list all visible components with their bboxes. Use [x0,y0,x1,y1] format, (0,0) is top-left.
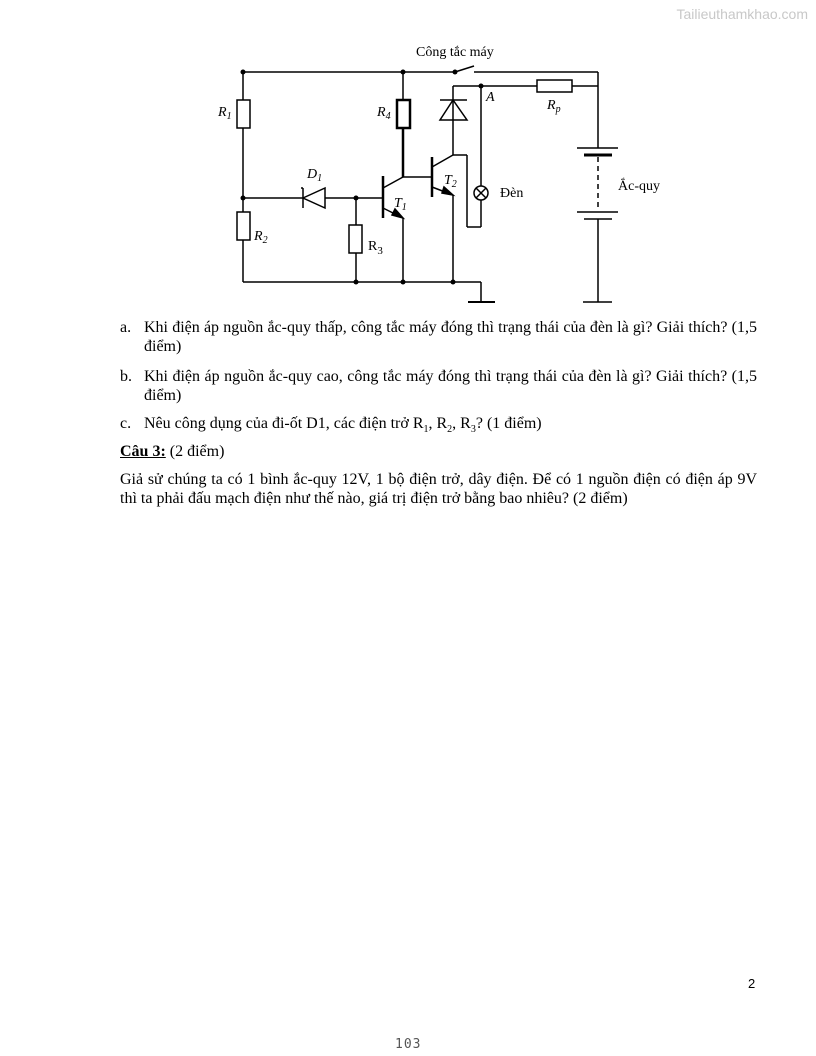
svg-text:T2: $T_2$ [444,173,457,190]
svg-text:R4: $R_4$ [377,105,391,122]
question-b: b. Khi điện áp nguồn ắc-quy cao, công tắc máy đóng thì trạng thái của đèn là gì? Giải thích? (1,5 điểm) [120,368,757,404]
diode-d1 [303,188,325,208]
resistor-r4 [397,100,410,128]
switch-lever [455,66,474,72]
svg-text:D1: $D_1$ [307,167,323,184]
resistor-rp [537,80,572,92]
label-battery: Ắc-quy [618,179,660,194]
label-node-a: A [486,90,495,105]
svg-text:Rp: $R_p$ [547,98,561,115]
page-number: 2 [748,976,756,991]
question-c: c. Nêu công dụng của đi-ốt D1, các điện trở $R_1$, $R_2$, $R_3$? (1 điểm) [120,415,542,436]
cau3-body: Giả sử chúng ta có 1 bình ắc-quy 12V, 1 bộ điện trở, dây điện. Để có 1 nguồn điện có điện áp 9V thì ta phải đấu mạch điện như thế nào, giá trị điện trở bằng bao nhiêu? (2 điểm) [120,471,757,507]
cau3-heading: Câu 3: (2 điểm) [120,443,225,460]
svg-text:R3: $R_3$ [368,239,383,257]
watermark: Tailieuthamkhao.com [676,6,808,22]
footer-number: 103 [395,1037,422,1052]
resistor-r3 [349,225,362,253]
resistor-r2 [237,212,250,240]
resistor-r1 [237,100,250,128]
label-switch: Công tắc máy [416,45,494,60]
question-a: a. Khi điện áp nguồn ắc-quy thấp, công tắc máy đóng thì trạng thái của đèn là gì? Giải thích? (1,5 điểm) [120,319,757,355]
label-lamp: Đèn [500,186,524,201]
svg-text:R2: $R_2$ [254,229,268,246]
circuit-diagram [0,0,816,320]
svg-text:T1: $T_1$ [394,196,407,213]
svg-text:R1: $R_1$ [218,105,232,122]
